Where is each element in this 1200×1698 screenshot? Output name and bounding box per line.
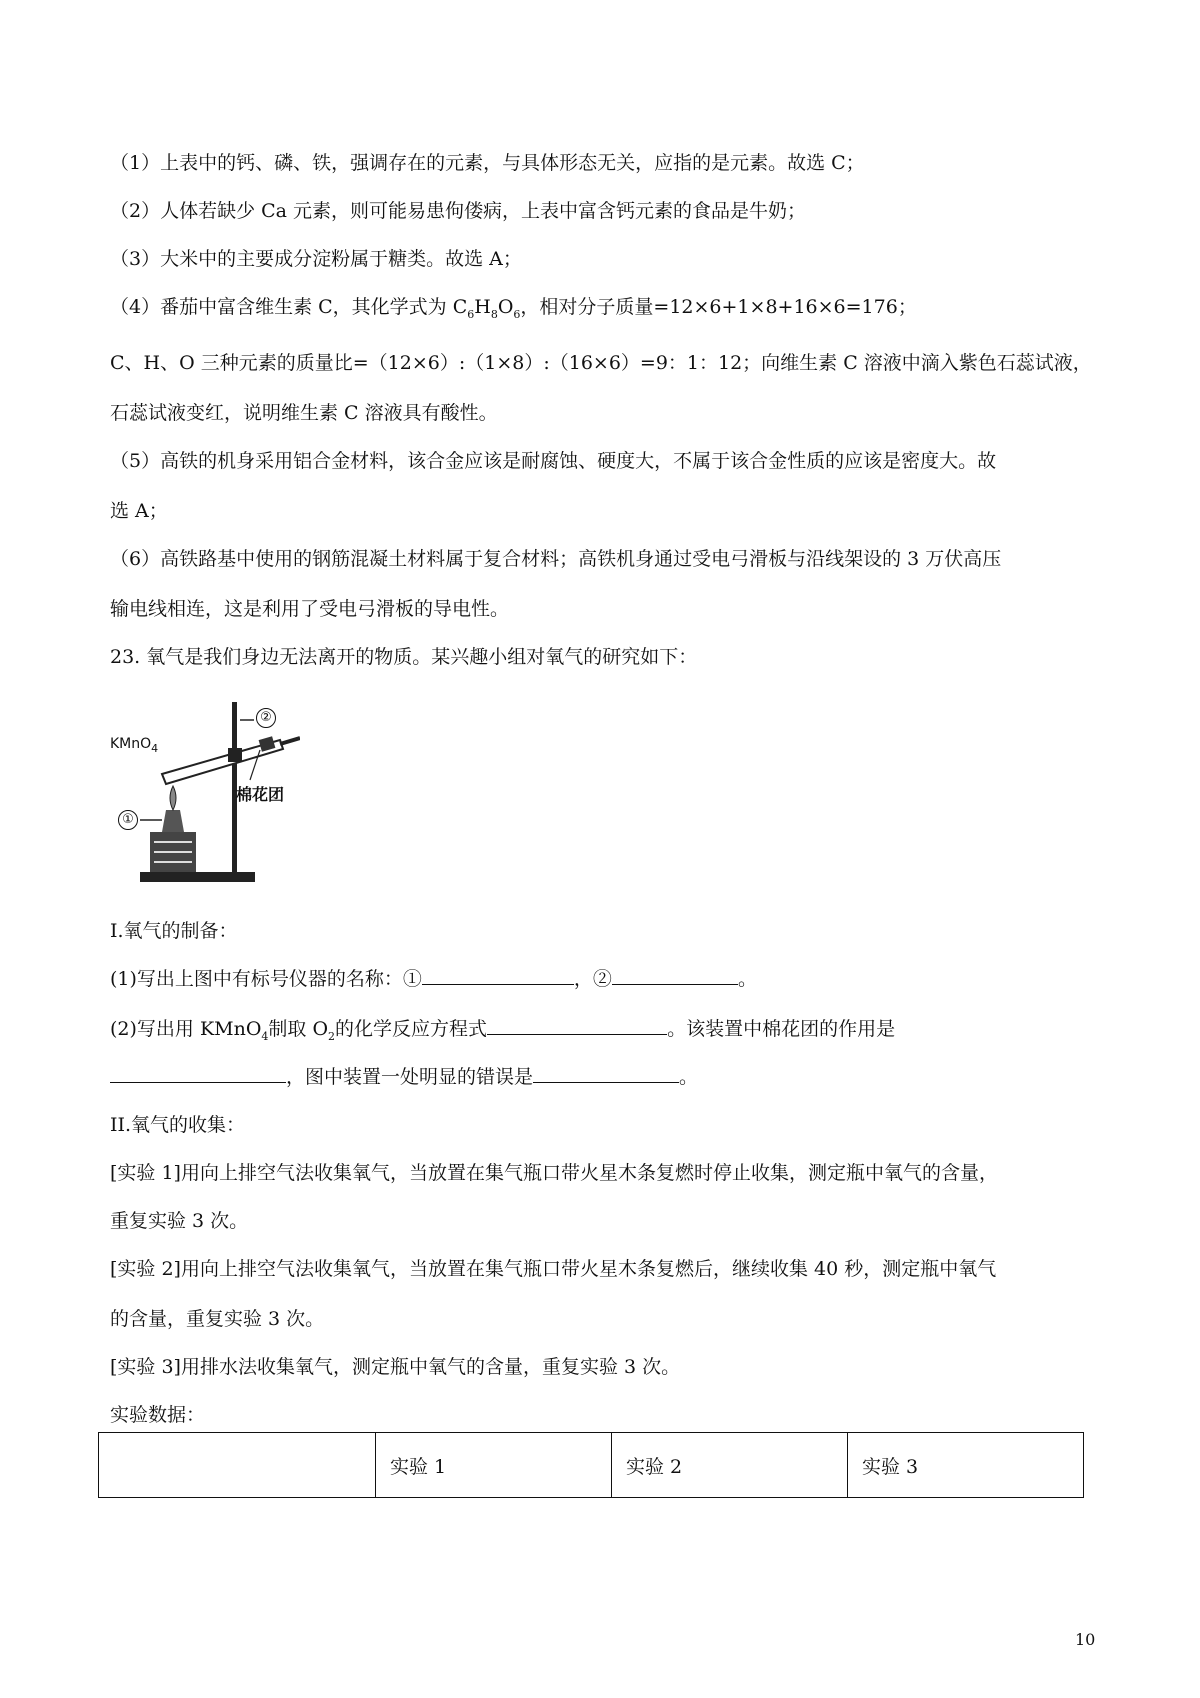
p1q2-text-b: 制取 O bbox=[268, 1018, 329, 1040]
p1q2-sub-1: 4 bbox=[261, 1029, 269, 1043]
answer-6-line-2: 输电线相连，这是利用了受电弓滑板的导电性。 bbox=[110, 598, 510, 620]
answer-4-sub-2: 8 bbox=[490, 307, 498, 321]
experiment-2-line-1: [实验 2]用向上排空气法收集氧气，当放置在集气瓶口带火星木条复燃后，继续收集 40 秒，测定瓶中氧气 bbox=[110, 1258, 997, 1280]
answer-blank-2[interactable] bbox=[612, 966, 738, 985]
p1q2-text-a: (2)写出用 KMnO bbox=[110, 1018, 262, 1040]
p1q1-text-b: ，② bbox=[573, 968, 612, 990]
experiment-2-line-2: 的含量，重复实验 3 次。 bbox=[110, 1308, 325, 1330]
table-header-cell: 实验 3 bbox=[848, 1433, 1084, 1498]
experiment-data-table bbox=[98, 1432, 1084, 1498]
answer-6-line-1: （6）高铁路基中使用的钢筋混凝土材料属于复合材料；高铁机身通过受电弓滑板与沿线架设的 3 万伏高压 bbox=[110, 548, 1002, 570]
table-header-cell bbox=[99, 1433, 376, 1498]
p1q2-sub-2: 2 bbox=[328, 1029, 336, 1043]
label-number-1: ① bbox=[118, 810, 138, 830]
part-1-question-2 bbox=[110, 1016, 895, 1050]
answer-4-text-c: O bbox=[497, 296, 514, 318]
part-1-question-2-line-2 bbox=[110, 1064, 698, 1090]
answer-4-line-2: C、H、O 三种元素的质量比=（12×6）:（1×8）:（16×6）=9：1：12；向维生素 C 溶液中滴入紫色石蕊试液， bbox=[110, 352, 1092, 374]
p1q2-text-e: ，图中装置一处明显的错误是 bbox=[286, 1066, 534, 1088]
answer-blank-5[interactable] bbox=[533, 1064, 679, 1083]
flame bbox=[170, 786, 176, 810]
label-number-2: ② bbox=[256, 708, 276, 728]
experiment-3-line-1: [实验 3]用排水法收集氧气，测定瓶中氧气的含量，重复实验 3 次。 bbox=[110, 1356, 681, 1378]
kmno4-label: KMnO$_4$ bbox=[110, 736, 159, 755]
experiment-1-line-2: 重复实验 3 次。 bbox=[110, 1210, 249, 1232]
answer-1: （1）上表中的钙、磷、铁，强调存在的元素，与具体形态无关，应指的是元素。故选 C； bbox=[110, 152, 865, 174]
table-row bbox=[99, 1433, 1084, 1498]
answer-5-line-1: （5）高铁的机身采用铝合金材料，该合金应该是耐腐蚀、硬度大，不属于该合金性质的应该是密度大。故 bbox=[110, 450, 997, 472]
answer-4 bbox=[110, 294, 917, 328]
table-header-cell: 实验 2 bbox=[612, 1433, 848, 1498]
answer-4-text-d: ，相对分子质量=12×6+1×8+16×6=176； bbox=[520, 296, 917, 318]
answer-4-sub-3: 6 bbox=[513, 307, 521, 321]
part-1-question-1 bbox=[110, 966, 757, 992]
table-header-cell: 实验 1 bbox=[376, 1433, 612, 1498]
cotton-label: 棉花团 bbox=[236, 785, 285, 804]
answer-blank-1[interactable] bbox=[422, 966, 574, 985]
data-title: 实验数据： bbox=[110, 1404, 206, 1426]
clamp bbox=[228, 748, 242, 762]
alcohol-lamp bbox=[162, 810, 184, 832]
answer-blank-3[interactable] bbox=[487, 1016, 667, 1035]
answer-5-line-2: 选 A； bbox=[110, 500, 168, 522]
answer-2: （2）人体若缺少 Ca 元素，则可能易患佝偻病，上表中富含钙元素的食品是牛奶； bbox=[110, 200, 807, 222]
answer-4-line-3: 石蕊试液变红，说明维生素 C 溶液具有酸性。 bbox=[110, 402, 498, 424]
answer-4-text-a: （4）番茄中富含维生素 C，其化学式为 C bbox=[110, 296, 468, 318]
part-1-title: I.氧气的制备： bbox=[110, 920, 238, 942]
experiment-1-line-1: [实验 1]用向上排空气法收集氧气，当放置在集气瓶口带火星木条复燃时停止收集，测定瓶中氧气的含量， bbox=[110, 1162, 998, 1184]
p1q1-text-c: 。 bbox=[737, 968, 757, 990]
answer-blank-4[interactable] bbox=[110, 1064, 286, 1083]
delivery-tube bbox=[280, 738, 300, 744]
question-23-stem: 23. 氧气是我们身边无法离开的物质。某兴趣小组对氧气的研究如下： bbox=[110, 646, 698, 668]
answer-4-sub-1: 6 bbox=[467, 307, 475, 321]
p1q1-text-a: (1)写出上图中有标号仪器的名称：① bbox=[110, 968, 422, 990]
answer-3: （3）大米中的主要成分淀粉属于糖类。故选 A； bbox=[110, 248, 522, 270]
answer-4-text-b: H bbox=[474, 296, 491, 318]
part-2-title: II.氧气的收集： bbox=[110, 1114, 246, 1136]
p1q2-text-f: 。 bbox=[679, 1066, 699, 1088]
page-number: 10 bbox=[1075, 1630, 1096, 1649]
p1q2-text-d: 。该装置中棉花团的作用是 bbox=[667, 1018, 896, 1040]
stand-base bbox=[140, 872, 255, 882]
p1q2-text-c: 的化学反应方程式 bbox=[335, 1018, 488, 1040]
apparatus-figure bbox=[110, 692, 300, 892]
